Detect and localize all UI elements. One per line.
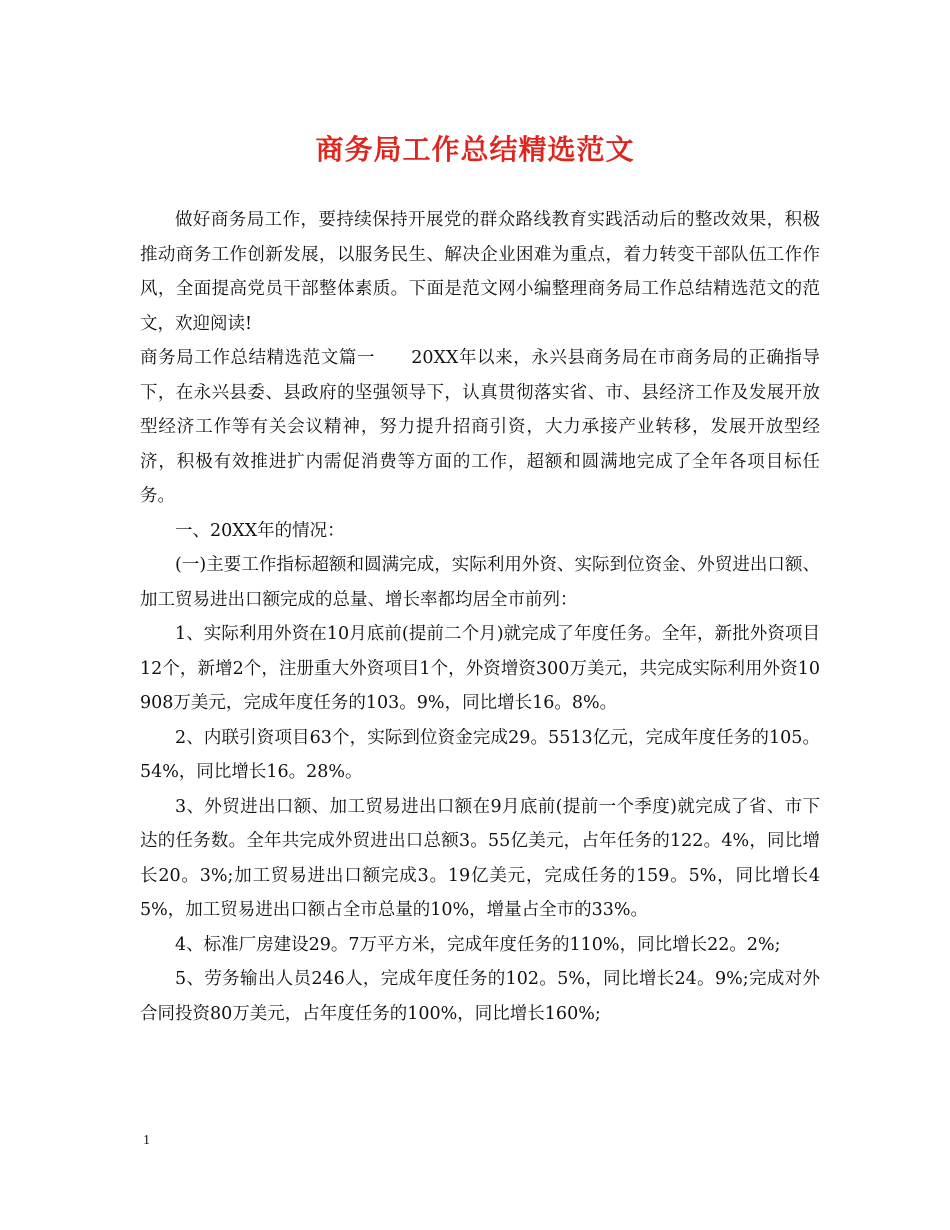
factory-construction-paragraph: 4、标准厂房建设29。7万平方米，完成年度任务的110%，同比增长22。2%; xyxy=(175,934,781,955)
intro-paragraph: 做好商务局工作，要持续保持开展党的群众路线教育实践活动后的整改效果，积极推动商务工作创新发展，以服务民生、解决企业困难为重点，着力转变干部队伍工作作风，全面提高党员干部整体素质。下面是范文网小编整理商务局工作总结精选范文的范文，欢迎阅读! xyxy=(140,210,820,334)
document-body xyxy=(140,203,820,1031)
page-number: 1 xyxy=(143,1133,150,1148)
labor-export-paragraph: 5、劳务输出人员246人，完成年度任务的102。5%，同比增长24。9%;完成对外合同投资80万美元，占年度任务的100%，同比增长160%; xyxy=(140,969,820,1024)
document-title: 商务局工作总结精选范文 xyxy=(315,133,635,166)
section-one-paragraph: 商务局工作总结精选范文篇一 20XX年以来，永兴县商务局在市商务局的正确指导下，在永兴县委、县政府的坚强领导下，认真贯彻落实省、市、县经济工作及发展开放型经济工作等有关会议精神，努力提升招商引资，大力承接产业转移，发展开放型经济，积极有效推进扩内需促消费等方面的工作，超额和圆满地完成了全年各项目标任务。 xyxy=(140,348,820,506)
situation-heading: 一、20XX年的情况： xyxy=(175,520,345,541)
foreign-trade-paragraph: 3、外贸进出口额、加工贸易进出口额在9月底前(提前一个季度)就完成了省、市下达的任务数。全年共完成外贸进出口总额3。55亿美元，占年任务的122。4%，同比增长20。3%;加工贸易进出口额完成3。19亿美元，完成任务的159。5%，同比增长45%，加工贸易进出口额占全市总量的10%，增量占全市的33%。 xyxy=(140,796,820,920)
foreign-investment-paragraph: 1、实际利用外资在10月底前(提前二个月)就完成了年度任务。全年，新批外资项目12个，新增2个，注册重大外资项目1个，外资增资300万美元，共完成实际利用外资10908万美元，完成年度任务的103。9%，同比增长16。8%。 xyxy=(140,624,820,713)
domestic-investment-paragraph: 2、内联引资项目63个，实际到位资金完成29。5513亿元，完成年度任务的105。54%，同比增长16。28%。 xyxy=(140,727,820,782)
main-indicators-paragraph: (一)主要工作指标超额和圆满完成，实际利用外资、实际到位资金、外贸进出口额、加工贸易进出口额完成的总量、增长率都均居全市前列： xyxy=(140,555,820,610)
